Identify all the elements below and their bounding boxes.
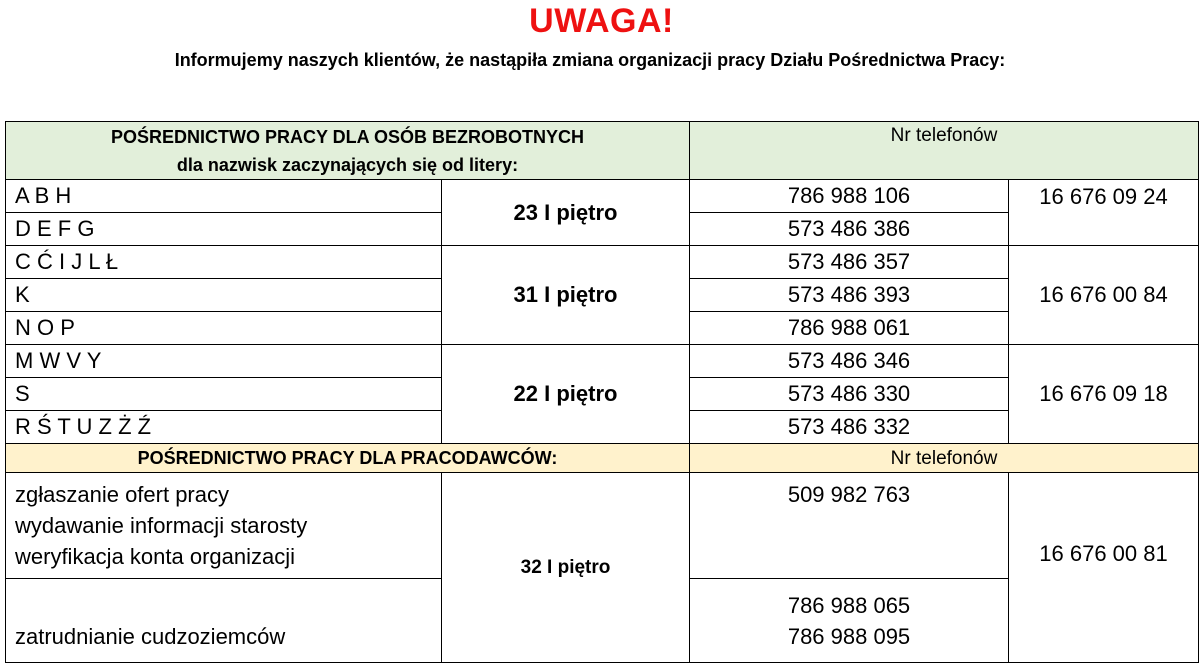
- landline-cell: 16 676 00 81: [1009, 473, 1199, 663]
- phone-cell: 573 486 357: [690, 246, 1009, 279]
- letters-cell: A B H: [6, 180, 442, 213]
- phone-cell: 573 486 393: [690, 279, 1009, 312]
- section2-heading: POŚREDNICTWO PRACY DLA PRACODAWCÓW:: [6, 444, 690, 473]
- employer-service-line: zgłaszanie ofert pracy: [15, 482, 229, 507]
- schedule-table: [5, 121, 1199, 663]
- letters-cell: S: [6, 378, 442, 411]
- phone-cell: 573 486 332: [690, 411, 1009, 444]
- landline-cell: 16 676 09 24: [1009, 180, 1199, 246]
- employer-services-cell: [6, 473, 442, 579]
- page-title: UWAGA!: [529, 2, 674, 40]
- employer-service-line: weryfikacja konta organizacji: [15, 544, 296, 569]
- letters-cell: D E F G: [6, 213, 442, 246]
- employer-service-line: wydawanie informacji starosty: [15, 513, 308, 538]
- section1-phones-header: Nr telefonów: [690, 122, 1199, 180]
- room-cell: 22 I piętro: [442, 345, 690, 444]
- section1-heading-line2: dla nazwisk zaczynających się od litery:: [176, 154, 519, 175]
- section1-heading-line1: POŚREDNICTWO PRACY DLA OSÓB BEZROBOTNYCH: [110, 126, 585, 147]
- landline-cell: 16 676 00 84: [1009, 246, 1199, 345]
- letters-cell: N O P: [6, 312, 442, 345]
- letters-cell: R Ś T U Z Ż Ź: [6, 411, 442, 444]
- phone-number: 786 988 065: [787, 593, 911, 618]
- room-cell: 31 I piętro: [442, 246, 690, 345]
- notice-subtitle: Informujemy naszych klientów, że nastąpiła zmiana organizacji pracy Działu Pośrednictwa Pracy:: [174, 50, 1006, 70]
- phone-cell: 573 486 346: [690, 345, 1009, 378]
- landline-cell: 16 676 09 18: [1009, 345, 1199, 444]
- letters-cell: C Ć I J L Ł: [6, 246, 442, 279]
- phone-cell: 786 988 061: [690, 312, 1009, 345]
- room-cell: 23 I piętro: [442, 180, 690, 246]
- phone-number: 786 988 095: [787, 624, 911, 649]
- phone-cell: 573 486 330: [690, 378, 1009, 411]
- letters-cell: K: [6, 279, 442, 312]
- letters-cell: M W V Y: [6, 345, 442, 378]
- phone-cell: 573 486 386: [690, 213, 1009, 246]
- section2-phones-header: Nr telefonów: [690, 444, 1199, 473]
- phone-cell: [690, 579, 1009, 663]
- foreigners-cell: [6, 579, 442, 663]
- employer-service-line: zatrudnianie cudzoziemców: [15, 624, 286, 649]
- room-cell: 32 I piętro: [442, 473, 690, 663]
- section1-heading: [6, 122, 690, 180]
- phone-cell: [690, 473, 1009, 579]
- phone-cell: 786 988 106: [690, 180, 1009, 213]
- phone-number: 509 982 763: [787, 482, 911, 507]
